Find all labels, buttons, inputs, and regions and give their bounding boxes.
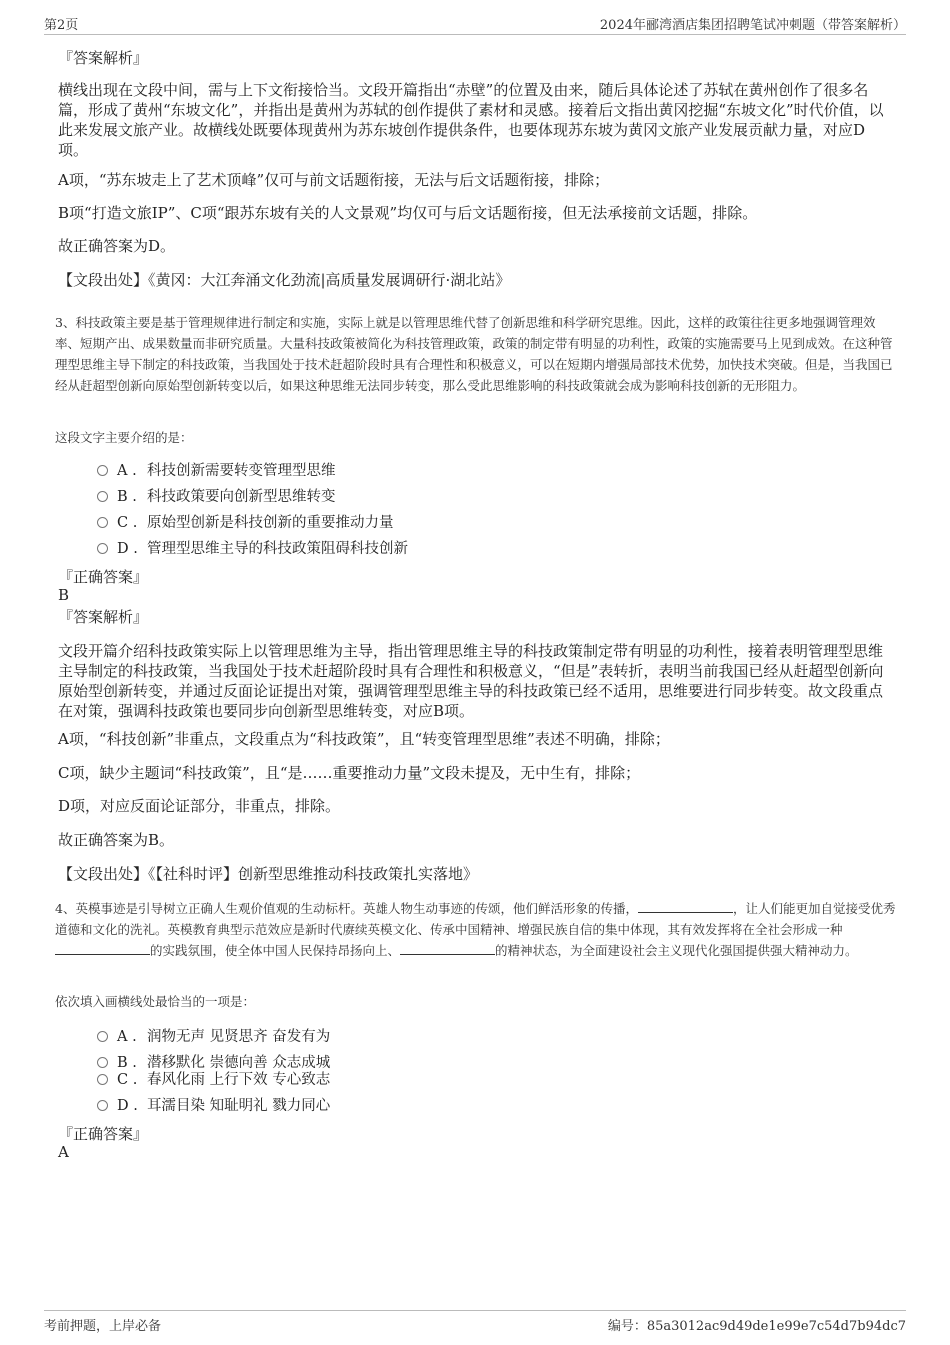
document-code: 编号：85a3012ac9d49de1e99e7c54d7b94dc7 (607, 1319, 906, 1334)
q3-c-note: C项，缺少主题词“科技政策”，且“是……重要推动力量”文段未提及，无中生有，排除； (58, 764, 641, 782)
answer-blank (400, 942, 495, 955)
answer-blank (638, 900, 733, 913)
q4-stem (55, 898, 897, 961)
option-text: 潜移默化 崇德向善 众志成城 (147, 1055, 331, 1071)
q4-stem-part: ，让人们能更加自觉接受优秀道德和文化的洗礼。英模教育典型示范效应是新时代赓续英模文化、传承中国精神、增强民族自信的集中体现，其有效发挥将在全社会形成一种 (55, 901, 896, 937)
q2-bc-note: B项“打造文旅IP”、C项“跟苏东坡有关的人文景观”均仅可与后文话题衔接，但无法承接前文话题，排除。 (58, 204, 758, 222)
option-letter: B . (117, 1055, 137, 1071)
option-text: 管理型思维主导的科技政策阻碍科技创新 (147, 541, 408, 557)
document-title: 2024年郦湾酒店集团招聘笔试冲刺题（带答案解析） (599, 18, 906, 33)
q4-option-c[interactable] (97, 1070, 330, 1090)
q3-option-b[interactable] (97, 487, 336, 507)
option-letter: D . (117, 1098, 138, 1114)
footer-slogan: 考前押题，上岸必备 (44, 1319, 162, 1334)
option-letter: C . (117, 1072, 138, 1088)
q3-source: 【文段出处】《【社科时评】创新型思维推动科技政策扎实落地》 (58, 865, 479, 883)
option-text: 科技政策要向创新型思维转变 (147, 489, 336, 505)
page-footer (44, 1310, 906, 1335)
radio-icon[interactable] (97, 491, 108, 502)
radio-icon[interactable] (97, 1057, 108, 1068)
q2-analysis-label: 『答案解析』 (58, 49, 149, 67)
q4-option-d[interactable] (97, 1096, 330, 1116)
page-number: 第2页 (44, 18, 79, 33)
option-text: 原始型创新是科技创新的重要推动力量 (147, 515, 394, 531)
radio-icon[interactable] (97, 1100, 108, 1111)
q3-conclusion: 故正确答案为B。 (58, 831, 175, 849)
q3-answer: B (58, 586, 70, 604)
q3-option-c[interactable] (97, 513, 394, 533)
option-letter: D . (117, 541, 138, 557)
radio-icon[interactable] (97, 543, 108, 554)
q2-a-note: A项，“苏东坡走上了艺术顶峰”仅可与前文话题衔接，无法与后文话题衔接，排除； (58, 171, 610, 189)
q4-stem-part: 的实践氛围，使全体中国人民保持昂扬向上、 (150, 943, 401, 958)
q4-prompt: 依次填入画横线处最恰当的一项是： (55, 994, 256, 1009)
answer-blank (55, 942, 150, 955)
q3-option-d[interactable] (97, 539, 408, 559)
q4-answer: A (58, 1143, 69, 1161)
radio-icon[interactable] (97, 1074, 108, 1085)
q4-stem-part: 的精神状态，为全面建设社会主义现代化强国提供强大精神动力。 (495, 943, 858, 958)
q3-d-note: D项，对应反面论证部分，非重点，排除。 (58, 797, 341, 815)
option-text: 科技创新需要转变管理型思维 (147, 463, 336, 479)
q4-stem-part: 4、英模事迹是引导树立正确人生观价值观的生动标杆。英雄人物生动事迹的传颂，他们鲜活形象的传播， (55, 901, 638, 916)
radio-icon[interactable] (97, 465, 108, 476)
q3-analysis: 文段开篇介绍科技政策实际上以管理思维为主导，指出管理思维主导的科技政策制定带有明显的功利性，接着表明管理型思维主导制定的科技政策，当我国处于技术赶超阶段时具有合理性和积极意义，“但是”表转折，表明当前我国已经从赶超型创新向原始型创新转变，并通过反面论证提出对策，强调管理型思维主导的科技政策已经不适用，思维要进行同步转变。故文段重点在对策，强调科技政策也要同步向创新型思维转变，对应B项。 (58, 642, 884, 720)
q3-stem: 3、科技政策主要是基于管理规律进行制定和实施，实际上就是以管理思维代替了创新思维和科学研究思维。因此，这样的政策往往更多地强调管理效率、短期产出、成果数量而非研究质量。大量科技政策被简化为科技管理政策，政策的制定带有明显的功利性，政策的实施需要马上见到成效。在这种管理型思维主导下制定的科技政策，当我国处于技术赶超阶段时具有合理性和积极意义，可以在短期内增强局部技术优势，加快技术突破。但是，当我国已经从赶超型创新向原始型创新转变以后，如果这种思维无法同步转变，那么受此思维影响的科技政策就会成为影响科技创新的无形阻力。 (55, 315, 893, 393)
q2-conclusion: 故正确答案为D。 (58, 237, 176, 255)
q2-source: 【文段出处】《黄冈：大江奔涌文化劲流|高质量发展调研行·湖北站》 (58, 271, 511, 289)
radio-icon[interactable] (97, 517, 108, 528)
q3-analysis-label: 『答案解析』 (58, 608, 149, 626)
q3-option-a[interactable] (97, 461, 336, 481)
q3-prompt: 这段文字主要介绍的是： (55, 430, 193, 445)
q2-analysis: 横线出现在文段中间，需与上下文衔接恰当。文段开篇指出“赤壁”的位置及由来，随后具体论述了苏轼在黄州创作了很多名篇，形成了黄州“东坡文化”，并指出是黄州为苏轼的创作提供了素材和灵感。接着后文指出黄冈挖掘“东坡文化”时代价值，以此来发展文旅产业。故横线处既要体现黄州为苏东坡创作提供条件，也要体现苏东坡为黄冈文旅产业发展贡献力量，对应D项。 (58, 81, 884, 159)
option-letter: C . (117, 515, 138, 531)
q4-correct-label: 『正确答案』 (58, 1125, 149, 1143)
option-letter: B . (117, 489, 137, 505)
option-letter: A . (117, 463, 137, 479)
page-header (44, 14, 906, 35)
q4-option-a[interactable] (97, 1027, 330, 1047)
radio-icon[interactable] (97, 1031, 108, 1042)
option-letter: A . (117, 1029, 137, 1045)
q3-a-note: A项，“科技创新”非重点，文段重点为“科技政策”，且“转变管理型思维”表述不明确，排除； (58, 730, 670, 748)
q3-correct-label: 『正确答案』 (58, 568, 149, 586)
option-text: 润物无声 见贤思齐 奋发有为 (147, 1029, 331, 1045)
option-text: 春风化雨 上行下效 专心致志 (147, 1072, 331, 1088)
option-text: 耳濡目染 知耻明礼 戮力同心 (147, 1098, 331, 1114)
